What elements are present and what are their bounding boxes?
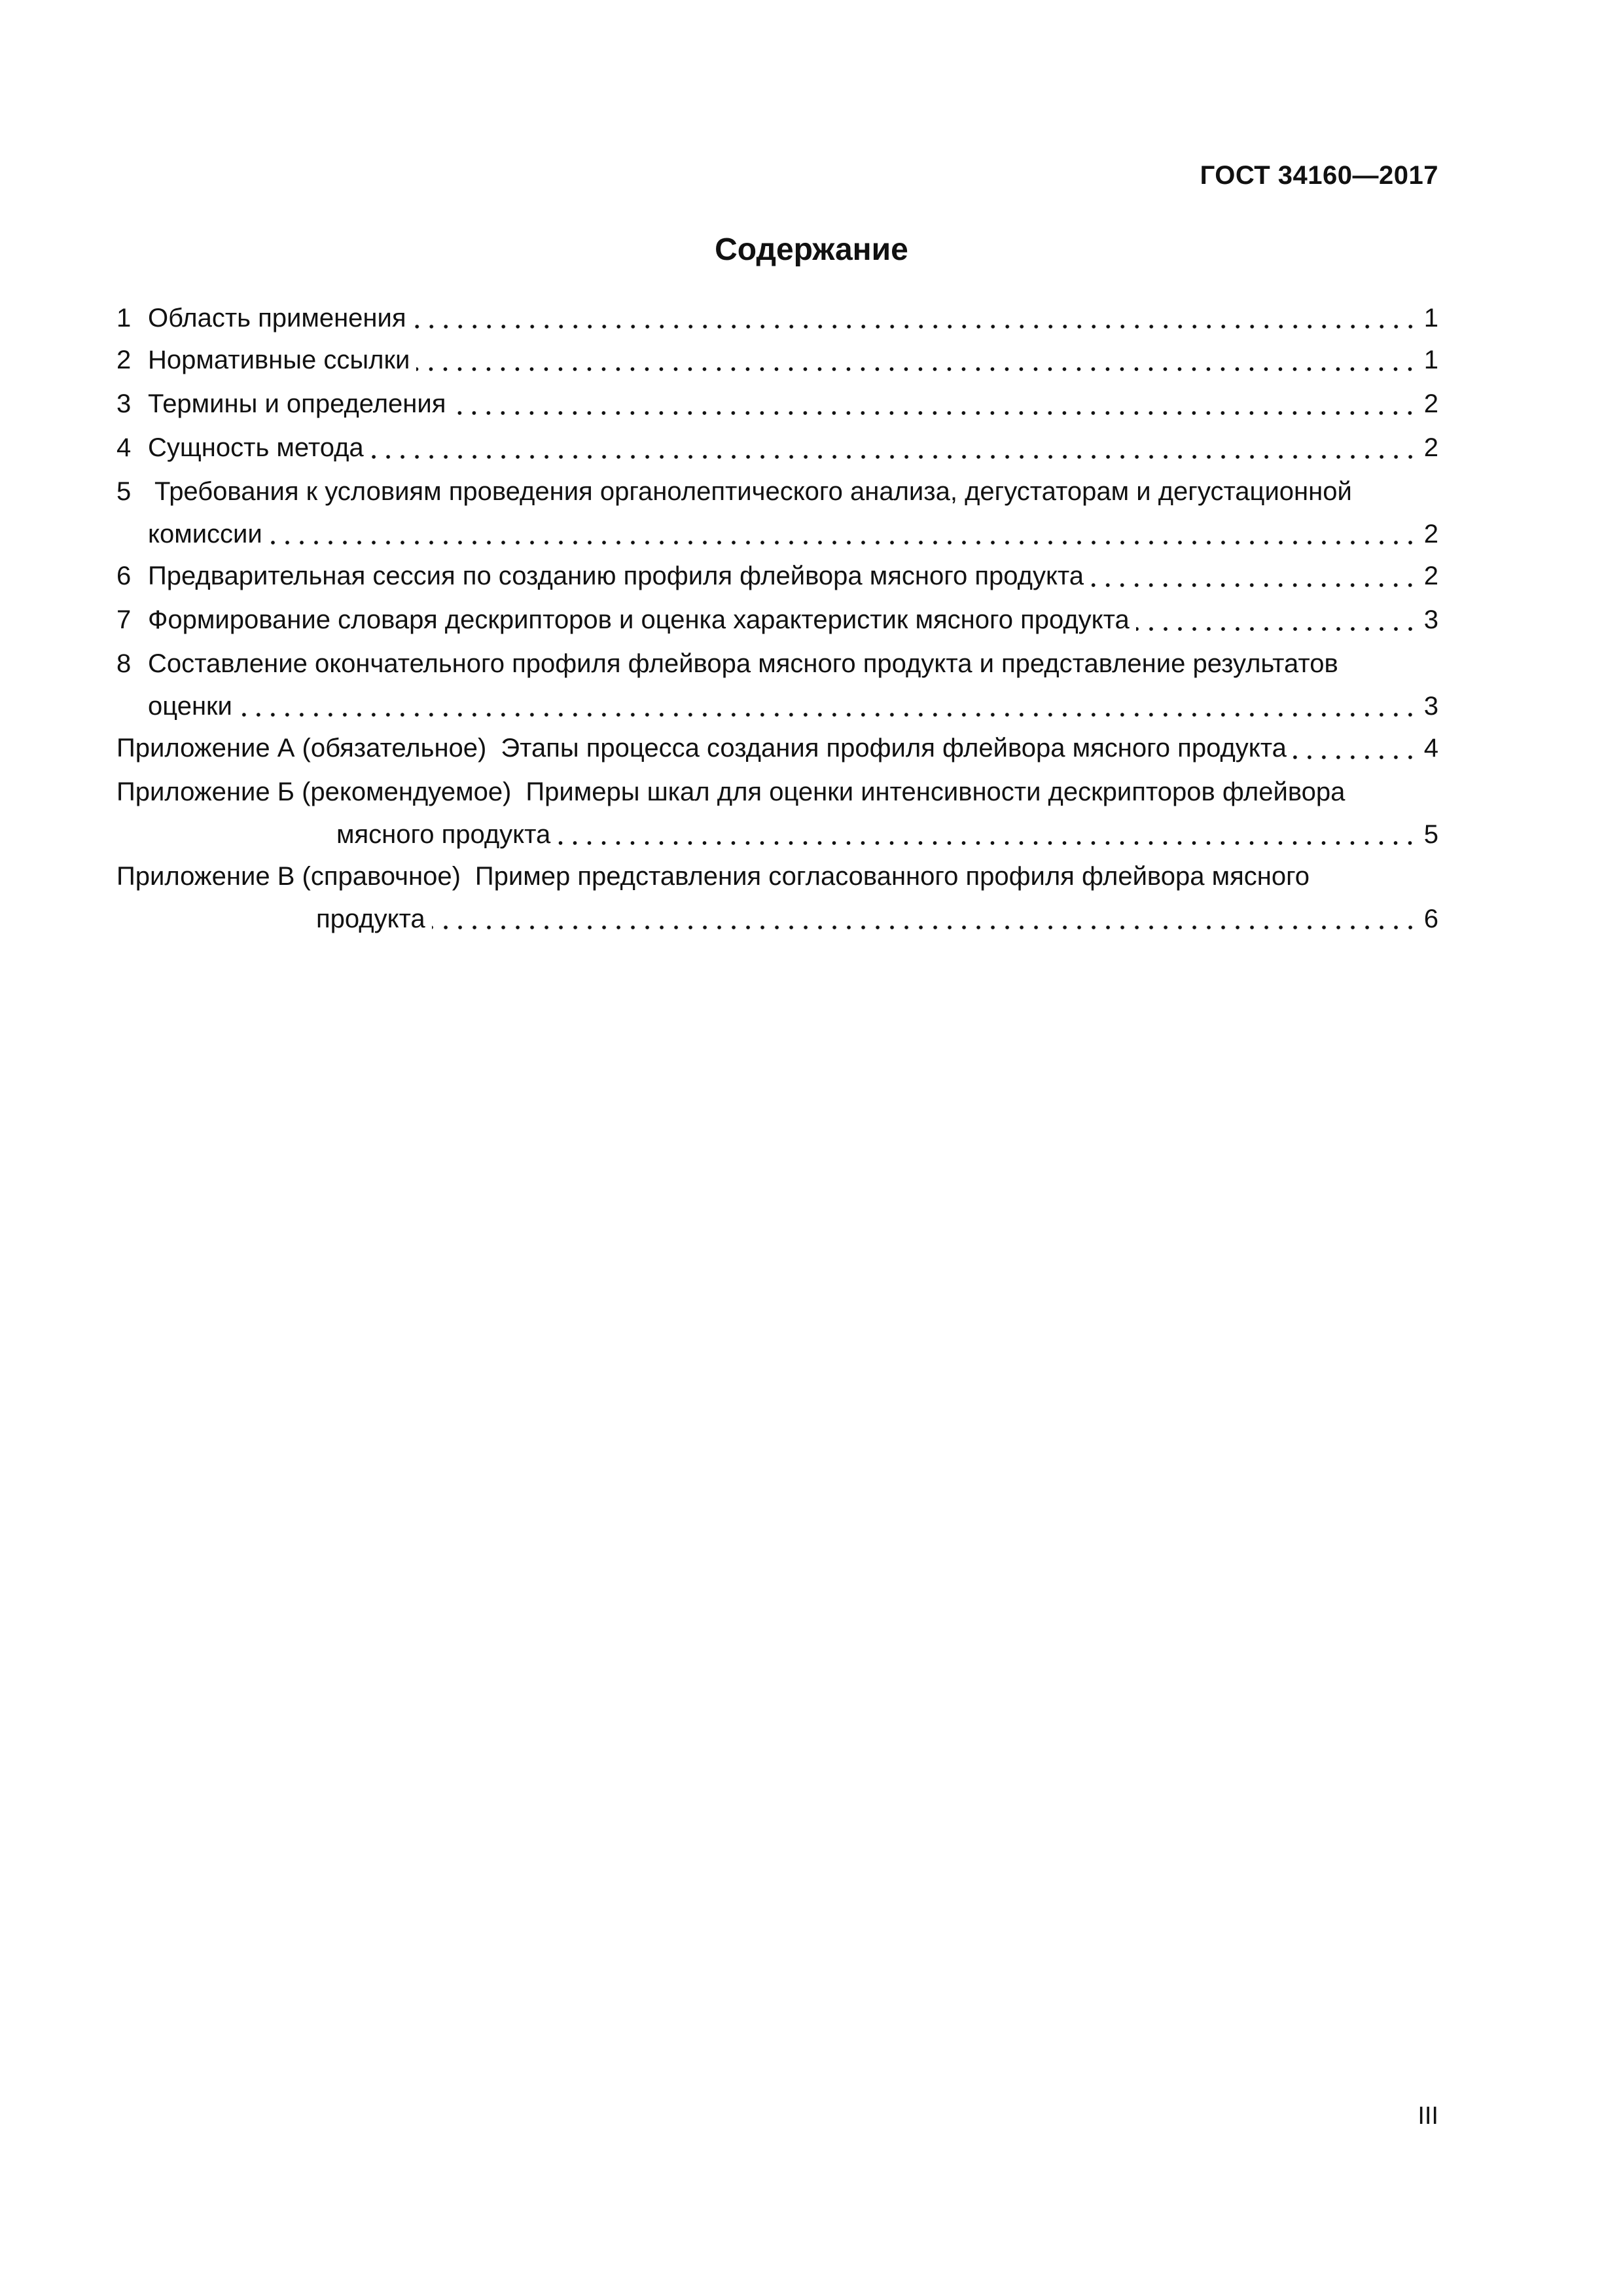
dot-leader (432, 906, 1418, 932)
toc-entry-page: 2 (1423, 562, 1438, 590)
dot-leader (557, 821, 1418, 848)
toc-entry-page: 1 (1423, 346, 1438, 374)
toc-entry-4[interactable] (116, 426, 1438, 470)
toc-entry-text: Нормативные ссылки (148, 346, 410, 374)
dot-leader (239, 693, 1418, 719)
standard-number: ГОСТ 34160—2017 (1200, 161, 1438, 190)
dot-leader (452, 391, 1417, 418)
toc-entry-text-line2: оценки (148, 692, 232, 721)
table-of-contents (116, 298, 1438, 939)
toc-entry-number: 2 (116, 346, 132, 374)
toc-entry-page: 3 (1423, 692, 1438, 721)
toc-entry-text: Формирование словаря дескрипторов и оценка характеристик мясного продукта (148, 605, 1130, 634)
toc-entry-text: Сущность метода (148, 433, 364, 462)
toc-entry-text-line2: комиссии (148, 520, 262, 548)
appendix-label: Приложение Б (рекомендуемое) (116, 778, 512, 806)
toc-entry-1[interactable] (116, 298, 1438, 338)
toc-entry-page: 3 (1423, 605, 1438, 634)
toc-entry-5[interactable] (116, 470, 1438, 554)
dot-leader (269, 521, 1418, 547)
toc-entry-page: 6 (1423, 905, 1438, 933)
toc-entry-page: 5 (1423, 820, 1438, 849)
toc-entry-number: 1 (116, 304, 132, 332)
toc-appendix-v[interactable] (116, 855, 1438, 939)
toc-entry-text: Этапы процесса создания профиля флейвора мясного продукта (501, 734, 1287, 762)
toc-entry-text-line2: мясного продукта (336, 820, 551, 849)
toc-entry-text-line1: Пример представления согласованного профиля флейвора мясного (474, 862, 1310, 891)
toc-entry-3[interactable] (116, 382, 1438, 426)
toc-entry-number: 5 (116, 477, 132, 506)
toc-entry-8[interactable] (116, 642, 1438, 726)
toc-entry-number: 8 (116, 649, 132, 678)
page-number: III (1418, 2102, 1438, 2130)
toc-entry-text-line1: Требования к условиям проведения органолептического анализа, дегустаторам и дегустационной (154, 477, 1352, 506)
toc-entry-2[interactable] (116, 338, 1438, 382)
toc-entry-page: 1 (1423, 304, 1438, 332)
toc-entry-text-line1: Примеры шкал для оценки интенсивности дескрипторов флейвора (526, 778, 1346, 806)
toc-appendix-a[interactable] (116, 726, 1438, 770)
dot-leader (416, 348, 1417, 374)
toc-entry-text-line2: продукта (316, 905, 425, 933)
toc-entry-page: 2 (1423, 433, 1438, 462)
dot-leader (1136, 607, 1418, 634)
toc-entry-page: 4 (1423, 734, 1438, 762)
toc-entry-number: 6 (116, 562, 132, 590)
toc-entry-number: 4 (116, 433, 132, 462)
toc-entry-text: Область применения (148, 304, 406, 332)
toc-entry-page: 2 (1423, 389, 1438, 418)
toc-appendix-b[interactable] (116, 770, 1438, 855)
toc-entry-page: 2 (1423, 520, 1438, 548)
toc-entry-text: Термины и определения (148, 389, 446, 418)
toc-entry-7[interactable] (116, 598, 1438, 642)
dot-leader (413, 305, 1418, 331)
toc-entry-text: Предварительная сессия по созданию профиля флейвора мясного продукта (148, 562, 1084, 590)
toc-entry-text-line1: Составление окончательного профиля флейвора мясного продукта и представление результатов (148, 649, 1338, 678)
toc-title: Содержание (715, 232, 908, 267)
dot-leader (370, 435, 1418, 461)
appendix-label: Приложение В (справочное) (116, 862, 461, 891)
dot-leader (1293, 736, 1418, 762)
dot-leader (1090, 564, 1418, 590)
appendix-label: Приложение А (обязательное) (116, 734, 487, 762)
toc-entry-number: 7 (116, 605, 132, 634)
toc-entry-6[interactable] (116, 554, 1438, 598)
toc-entry-number: 3 (116, 389, 132, 418)
